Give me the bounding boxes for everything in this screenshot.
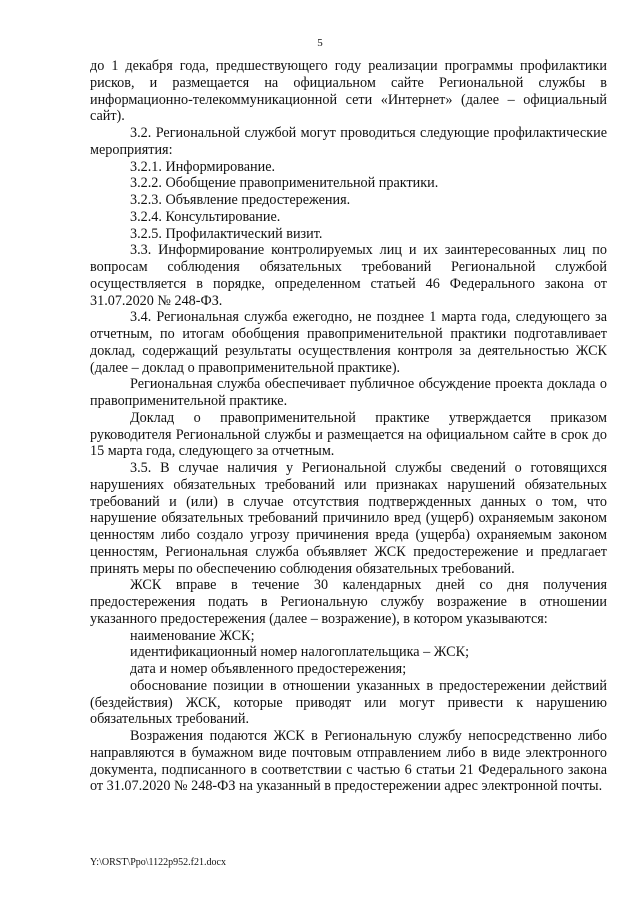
paragraph-3-5: 3.5. В случае наличия у Региональной службы сведений о готовящихся нарушениях обязательных требований или признаках нарушений обязательных требований и (или) в случае отсутствия подтвержденных данных о том, что нарушение обязательных требований причинило вред (ущерб) охраняемым законом ценностям либо создало угрозу причинения вреда (ущерба) охраняемым законом ценностям, Региональная служба объявляет ЖСК предостережение и предлагает принять меры по обеспечению соблюдения обязательных требований. bbox=[90, 460, 607, 577]
page-number: 5 bbox=[317, 37, 323, 49]
paragraph-report-approval: Доклад о правоприменительной практике утверждается приказом руководителя Региональной службы и размещается на официальном сайте в срок до 15 марта года, следующего за отчетным. bbox=[90, 409, 607, 460]
document-body bbox=[90, 58, 607, 795]
list-item-3-2-1: 3.2.1. Информирование. bbox=[130, 158, 276, 175]
paragraph-3-3: 3.3. Информирование контролируемых лиц и их заинтересованных лиц по вопросам соблюдения обязательных требований Региональной службой осуществляется в порядке, определенном статьей 46 Федерального закона от 31.07.2020 № 248-ФЗ. bbox=[90, 242, 607, 309]
list-item-objection-inn: идентификационный номер налогоплательщика – ЖСК; bbox=[130, 644, 470, 661]
paragraph-public-discussion: Региональная служба обеспечивает публичное обсуждение проекта доклада о правоприменительной практике. bbox=[90, 376, 607, 409]
list-item-objection-justification: обоснование позиции в отношении указанных в предостережении действий (бездействия) ЖСК, которые приводят или могут привести к нарушению обязательных требований. bbox=[90, 677, 607, 728]
list-item-objection-name: наименование ЖСК; bbox=[130, 627, 255, 644]
paragraph-objection-submission: Возражения подаются ЖСК в Региональную службу непосредственно либо направляются в бумажном виде почтовым отправлением либо в виде электронного документа, подписанного в соответствии с частью 6 статьи 21 Федерального закона от 31.07.2020 № 248-ФЗ на указанный в предостережении адрес электронной почты. bbox=[90, 728, 607, 795]
list-item-3-2-2: 3.2.2. Обобщение правоприменительной практики. bbox=[130, 175, 439, 192]
list-item-3-2-5: 3.2.5. Профилактический визит. bbox=[130, 225, 323, 242]
paragraph-continuation: до 1 декабря года, предшествующего году реализации программы профилактики рисков, и размещается на официальном сайте Региональной службы в информационно-телекоммуникационной сети «Интернет» (далее – официальный сайт). bbox=[90, 58, 607, 125]
paragraph-objection-right: ЖСК вправе в течение 30 календарных дней со дня получения предостережения подать в Региональную службу возражение в отношении указанного предостережения (далее – возражение), в котором указываются: bbox=[90, 577, 607, 627]
list-item-3-2-4: 3.2.4. Консультирование. bbox=[130, 208, 281, 225]
list-item-3-2-3: 3.2.3. Объявление предостережения. bbox=[130, 192, 351, 208]
paragraph-3-2: 3.2. Региональной службой могут проводиться следующие профилактические мероприятия: bbox=[90, 125, 607, 158]
footer-file-path: Y:\ORST\Ppo\1122p952.f21.docx bbox=[90, 857, 226, 868]
list-item-objection-date: дата и номер объявленного предостережения; bbox=[130, 661, 407, 677]
paragraph-3-4: 3.4. Региональная служба ежегодно, не позднее 1 марта года, следующего за отчетным, по итогам обобщения правоприменительной практики подготавливает доклад, содержащий результаты осуществления контроля за деятельностью ЖСК (далее – доклад о правоприменительной практике). bbox=[90, 309, 607, 376]
